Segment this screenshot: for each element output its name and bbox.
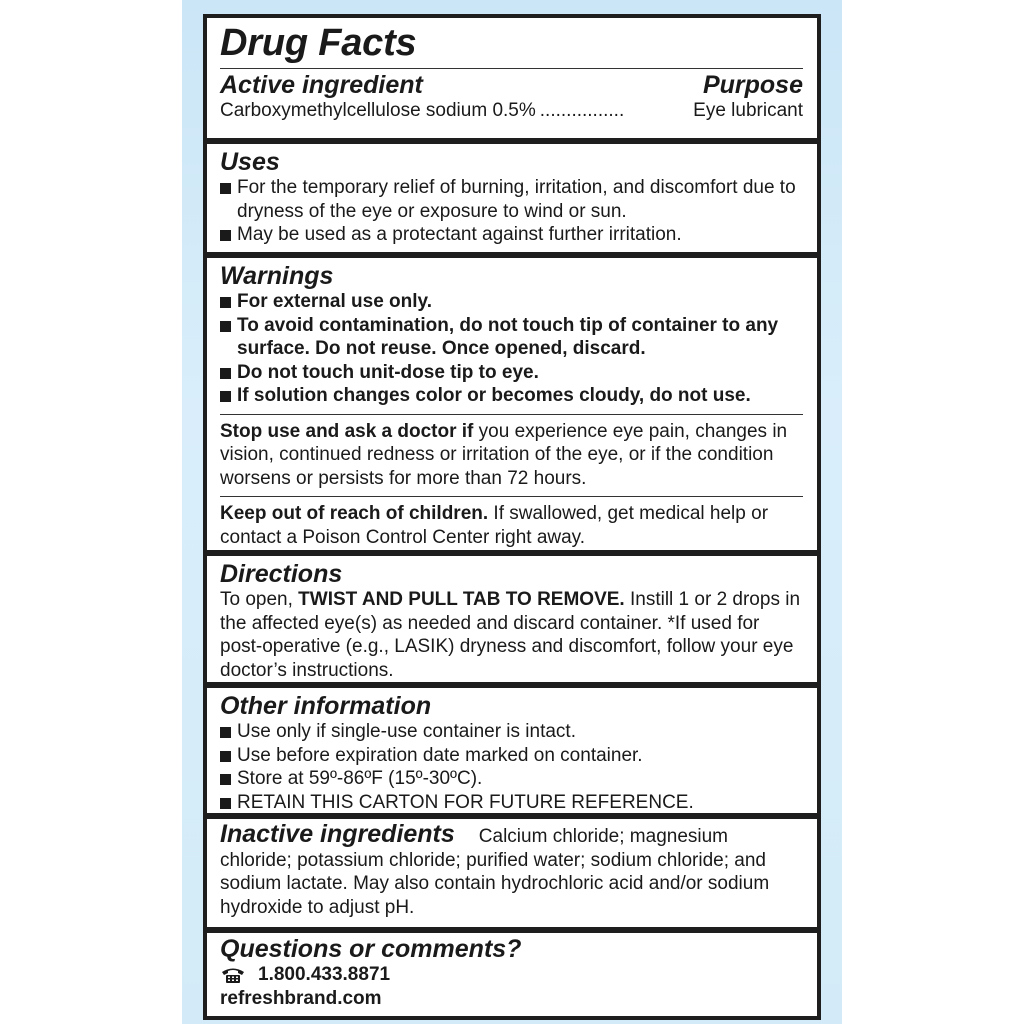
dot-leader: ................ [539, 100, 625, 121]
phone-number[interactable]: 1.800.433.8871 [258, 964, 391, 985]
directions-section [207, 556, 817, 682]
uses-heading: Uses [220, 148, 280, 176]
stop-use-lead: Stop use and ask a doctor if [220, 420, 474, 442]
stop-use-text: you experience eye pain, changes in vision, continued redness or irritation of the eye, or if the condition worsens or persists for more than 72 hours. [220, 420, 788, 489]
telephone-icon [220, 966, 246, 984]
other-item: Store at 59º-86ºF (15º-30ºC). [220, 767, 803, 791]
other-item: RETAIN THIS CARTON FOR FUTURE REFERENCE. [220, 791, 803, 815]
keep-out-text: If swallowed, get medical help or contact a Poison Control Center right away. [220, 503, 769, 548]
keep-out-paragraph [220, 497, 803, 555]
other-item: Use before expiration date marked on container. [220, 744, 803, 768]
uses-item: For the temporary relief of burning, irritation, and discomfort due to dryness of the eye or exposure to wind or sun. [220, 176, 803, 223]
drug-facts-title: Drug Facts [220, 22, 417, 64]
active-ingredient-row [220, 99, 803, 123]
warnings-section [207, 258, 817, 550]
purpose-heading: Purpose [702, 71, 803, 99]
questions-heading: Questions or comments? [220, 935, 522, 963]
stop-use-paragraph [220, 415, 803, 497]
inactive-ingredients-heading: Inactive ingredients [220, 820, 455, 848]
other-information-heading: Other information [220, 692, 432, 720]
warning-item: For external use only. [220, 290, 803, 314]
keep-out-lead: Keep out of reach of children. [220, 503, 489, 524]
other-item: Use only if single-use container is intact. [220, 720, 803, 744]
website-link[interactable]: refreshbrand.com [220, 987, 382, 1009]
directions-heading: Directions [220, 560, 343, 588]
title-rule [220, 68, 803, 69]
active-ingredient-header [220, 71, 803, 99]
warnings-heading: Warnings [220, 262, 334, 290]
active-ingredient-heading: Active ingredient [220, 71, 423, 99]
drug-facts-label [203, 14, 821, 1020]
directions-post: Instill 1 or 2 drops in the affected eye(s) as needed and discard container. *If used for post-operative (e.g., LASIK) dryness and discomfort, follow your eye doctor’s instructions. [220, 589, 801, 681]
directions-text [220, 588, 803, 682]
questions-section [207, 933, 817, 1016]
header-section [207, 18, 817, 138]
warning-item: Do not touch unit-dose tip to eye. [220, 361, 803, 385]
inactive-ingredients-text [220, 820, 803, 919]
warning-item: If solution changes color or becomes cloudy, do not use. [220, 384, 803, 414]
warning-item: To avoid contamination, do not touch tip of container to any surface. Do not reuse. Once opened, discard. [220, 314, 803, 361]
phone-row [220, 963, 803, 987]
directions-bold: TWIST AND PULL TAB TO REMOVE. [298, 589, 625, 610]
uses-section [207, 144, 817, 252]
active-ingredient-purpose: Eye lubricant [693, 100, 803, 121]
directions-pre: To open, [220, 589, 299, 610]
uses-item: May be used as a protectant against further irritation. [220, 223, 803, 247]
other-information-section [207, 688, 817, 813]
inactive-ingredients-list: Calcium chloride; magnesium chloride; potassium chloride; purified water; sodium chloride; and sodium lactate. May also contain hydrochloric acid and/or sodium hydroxide to adjust pH. [220, 826, 770, 918]
active-ingredient-name: Carboxymethylcellulose sodium 0.5% [220, 100, 536, 121]
inactive-ingredients-section [207, 819, 817, 927]
